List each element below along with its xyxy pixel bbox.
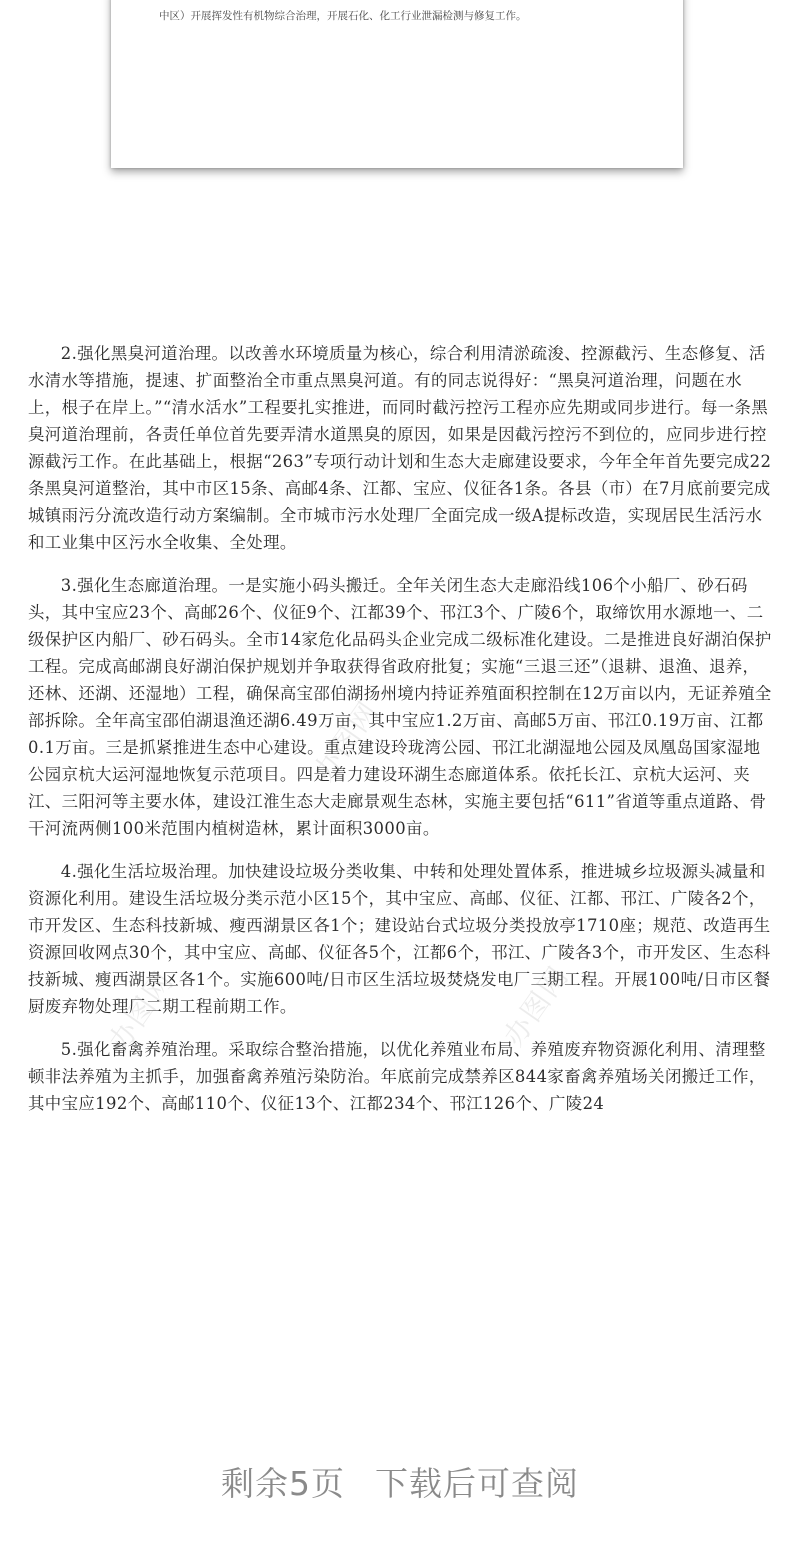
watermark: 办图网: [101, 964, 181, 1058]
read-more-button[interactable]: [0, 1458, 800, 1505]
paragraph-household-garbage: 4.强化生活垃圾治理。加快建设垃圾分类收集、中转和处理处置体系，推进城乡垃圾源头减量和资源化利用。建设生活垃圾分类示范小区15个，其中宝应、高邮、仪征、江都、邗江、广陵各2个，市开发区、生态科技新城、瘦西湖景区各1个；建设站台式垃圾分类投放亭1710座；规范、改造再生资源回收网点30个，其中宝应、高邮、仪征各5个，江都6个，邗江、广陵各3个，市开发区、生态科技新城、瘦西湖景区各1个。实施600吨/日市区生活垃圾焚烧发电厂三期工程。开展100吨/日市区餐厨废弃物处理厂二期工程前期工作。: [28, 862, 771, 1016]
watermark: 办图网: [496, 959, 576, 1053]
paragraph-livestock-farming: 5.强化畜禽养殖治理。采取综合整治措施，以优化养殖业布局、养殖废弃物资源化利用、清理整顿非法养殖为主抓手，加强畜禽养殖污染防治。年底前完成禁养区844家畜禽养殖场关闭搬迁工作，其中宝应192个、高邮110个、仪征13个、江都234个、邗江126个、广陵24: [28, 1040, 766, 1113]
paragraph-ecological-corridor: 3.强化生态廊道治理。一是实施小码头搬迁。全年关闭生态大走廊沿线106个小船厂、砂石码头，其中宝应23个、高邮26个、仪征9个、江都39个、邗江3个、广陵6个，取缔饮用水源地一、二级保护区内船厂、砂石码头。全市14家危化品码头企业完成二级标准化建设。二是推进良好湖泊保护工程。完成高邮湖良好湖泊保护规划并争取获得省政府批复；实施“三退三还”（退耕、退渔、退养，还林、还湖、还湿地）工程，确保高宝邵伯湖扬州境内持证养殖面积控制在12万亩以内，无证养殖全部拆除。全年高宝邵伯湖退渔还湖6.49万亩，其中宝应1.2万亩、高邮5万亩、邗江0.19万亩、江都0.1万亩。三是抓紧推进生态中心建设。重点建设玲珑湾公园、邗江北湖湿地公园及凤凰岛国家湿地公园京杭大运河湿地恢复示范项目。四是着力建设环湖生态廊道体系。依托长江、京杭大运河、夹江、三阳河等主要水体，建设江淮生态大走廊景观生态林，实施主要包括“611”省道等重点道路、骨干河流两侧100米范围内植树造林，累计面积3000亩。: [28, 576, 772, 838]
remaining-pages-label: 剩余5页: [221, 1464, 345, 1503]
previous-page-line-1: [159, 0, 629, 1]
previous-page-line-2: 中区）开展挥发性有机物综合治理，开展石化、化工行业泄漏检测与修复工作。: [159, 10, 527, 22]
previous-page-card: [111, 0, 683, 168]
watermark: 办图网: [306, 694, 386, 788]
download-to-view-label: 下载后可查阅: [375, 1464, 579, 1503]
document-body: [28, 340, 774, 1133]
paragraph-black-odorous-rivers: 2.强化黑臭河道治理。以改善水环境质量为核心，综合利用清淤疏浚、控源截污、生态修复、活水清水等措施，提速、扩面整治全市重点黑臭河道。有的同志说得好：“黑臭河道治理，问题在水上，根子在岸上。”“清水活水”工程要扎实推进，而同时截污控污工程亦应先期或同步进行。每一条黑臭河道治理前，各责任单位首先要弄清水道黑臭的原因，如果是因截污控污不到位的，应同步进行控源截污工作。在此基础上，根据“263”专项行动计划和生态大走廊建设要求，今年全年首先要完成22条黑臭河道整治，其中市区15条、高邮4条、江都、宝应、仪征各1条。各县（市）在7月底前要完成城镇雨污分流改造行动方案编制。全市城市污水处理厂全面完成一级A提标改造，实现居民生活污水和工业集中区污水全收集、全处理。: [28, 344, 772, 552]
